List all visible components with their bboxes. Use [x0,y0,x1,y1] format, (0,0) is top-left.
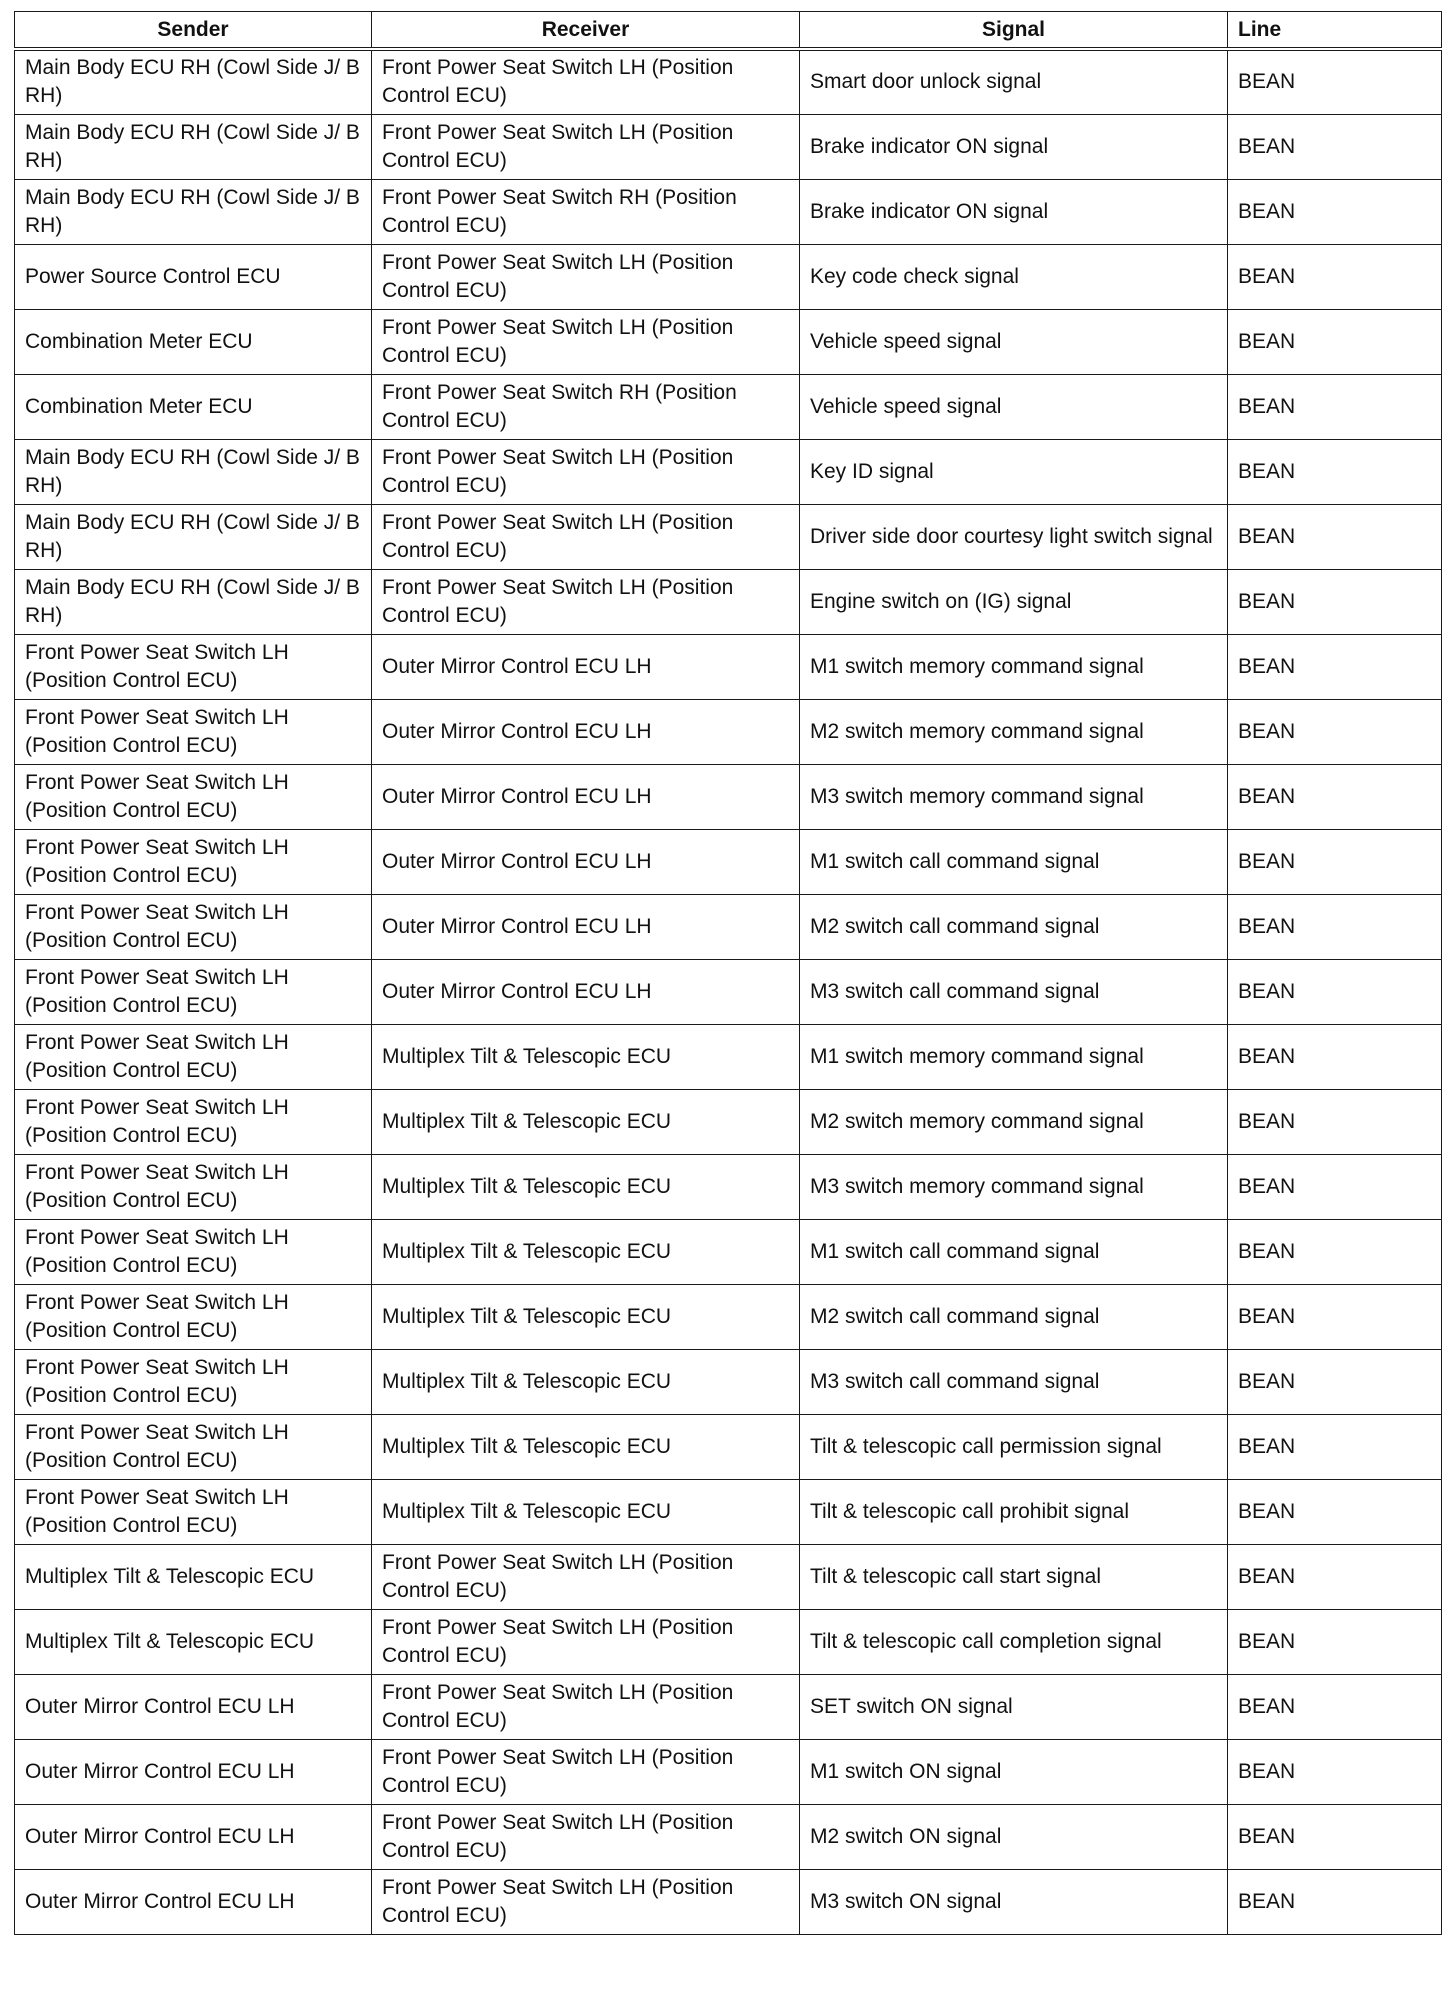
cell-receiver: Front Power Seat Switch LH (Position Control ECU) [372,1609,800,1674]
cell-sender: Front Power Seat Switch LH (Position Control ECU) [15,634,372,699]
cell-line: BEAN [1228,699,1442,764]
cell-receiver: Front Power Seat Switch LH (Position Control ECU) [372,439,800,504]
cell-line: BEAN [1228,49,1442,114]
cell-receiver: Front Power Seat Switch LH (Position Control ECU) [372,1544,800,1609]
cell-sender: Power Source Control ECU [15,244,372,309]
table-row [15,1479,1442,1544]
cell-sender: Combination Meter ECU [15,309,372,374]
table-row [15,699,1442,764]
cell-line: BEAN [1228,1804,1442,1869]
cell-sender: Main Body ECU RH (Cowl Side J/ B RH) [15,179,372,244]
cell-sender: Outer Mirror Control ECU LH [15,1869,372,1934]
table-row [15,114,1442,179]
cell-line: BEAN [1228,1219,1442,1284]
table-row [15,1219,1442,1284]
cell-sender: Front Power Seat Switch LH (Position Control ECU) [15,1219,372,1284]
cell-sender: Multiplex Tilt & Telescopic ECU [15,1544,372,1609]
cell-line: BEAN [1228,1154,1442,1219]
cell-sender: Front Power Seat Switch LH (Position Control ECU) [15,1154,372,1219]
table-row [15,959,1442,1024]
table-row [15,894,1442,959]
table-row [15,179,1442,244]
cell-signal: M1 switch call command signal [800,829,1228,894]
cell-receiver: Front Power Seat Switch RH (Position Control ECU) [372,374,800,439]
table-row [15,1739,1442,1804]
cell-sender: Outer Mirror Control ECU LH [15,1739,372,1804]
cell-receiver: Outer Mirror Control ECU LH [372,894,800,959]
cell-line: BEAN [1228,1479,1442,1544]
cell-sender: Front Power Seat Switch LH (Position Control ECU) [15,894,372,959]
cell-signal: Key ID signal [800,439,1228,504]
cell-line: BEAN [1228,1674,1442,1739]
cell-line: BEAN [1228,504,1442,569]
table-body [15,49,1442,1934]
cell-receiver: Multiplex Tilt & Telescopic ECU [372,1024,800,1089]
cell-sender: Front Power Seat Switch LH (Position Control ECU) [15,1284,372,1349]
cell-sender: Front Power Seat Switch LH (Position Control ECU) [15,829,372,894]
cell-sender: Outer Mirror Control ECU LH [15,1804,372,1869]
cell-line: BEAN [1228,1414,1442,1479]
cell-receiver: Outer Mirror Control ECU LH [372,764,800,829]
cell-signal: M2 switch call command signal [800,1284,1228,1349]
table-row [15,1869,1442,1934]
cell-sender: Main Body ECU RH (Cowl Side J/ B RH) [15,439,372,504]
cell-receiver: Multiplex Tilt & Telescopic ECU [372,1479,800,1544]
cell-line: BEAN [1228,1869,1442,1934]
cell-signal: Brake indicator ON signal [800,114,1228,179]
cell-line: BEAN [1228,439,1442,504]
cell-receiver: Multiplex Tilt & Telescopic ECU [372,1414,800,1479]
table-row [15,1024,1442,1089]
cell-line: BEAN [1228,1284,1442,1349]
cell-line: BEAN [1228,1739,1442,1804]
table-row [15,1804,1442,1869]
table-header [15,12,1442,50]
cell-receiver: Front Power Seat Switch LH (Position Control ECU) [372,504,800,569]
cell-signal: M3 switch call command signal [800,1349,1228,1414]
table-row [15,439,1442,504]
table-row [15,1154,1442,1219]
table-row [15,1544,1442,1609]
cell-sender: Main Body ECU RH (Cowl Side J/ B RH) [15,504,372,569]
cell-signal: Tilt & telescopic call completion signal [800,1609,1228,1674]
cell-line: BEAN [1228,894,1442,959]
cell-receiver: Multiplex Tilt & Telescopic ECU [372,1089,800,1154]
cell-signal: Smart door unlock signal [800,49,1228,114]
cell-receiver: Front Power Seat Switch LH (Position Control ECU) [372,309,800,374]
cell-receiver: Multiplex Tilt & Telescopic ECU [372,1284,800,1349]
cell-line: BEAN [1228,309,1442,374]
cell-signal: M3 switch memory command signal [800,1154,1228,1219]
cell-receiver: Outer Mirror Control ECU LH [372,699,800,764]
cell-sender: Front Power Seat Switch LH (Position Control ECU) [15,1414,372,1479]
table-row [15,764,1442,829]
table-row [15,1414,1442,1479]
cell-sender: Main Body ECU RH (Cowl Side J/ B RH) [15,49,372,114]
cell-sender: Front Power Seat Switch LH (Position Control ECU) [15,764,372,829]
cell-sender: Main Body ECU RH (Cowl Side J/ B RH) [15,569,372,634]
cell-line: BEAN [1228,569,1442,634]
cell-line: BEAN [1228,1089,1442,1154]
cell-sender: Front Power Seat Switch LH (Position Control ECU) [15,1479,372,1544]
cell-signal: Vehicle speed signal [800,309,1228,374]
header-line: Line [1228,12,1442,50]
cell-signal: M2 switch memory command signal [800,1089,1228,1154]
table-row [15,829,1442,894]
cell-line: BEAN [1228,829,1442,894]
cell-receiver: Front Power Seat Switch LH (Position Control ECU) [372,1739,800,1804]
cell-signal: M1 switch ON signal [800,1739,1228,1804]
table-row [15,569,1442,634]
table-row [15,1284,1442,1349]
cell-line: BEAN [1228,1349,1442,1414]
cell-signal: M2 switch memory command signal [800,699,1228,764]
cell-sender: Combination Meter ECU [15,374,372,439]
cell-sender: Outer Mirror Control ECU LH [15,1674,372,1739]
cell-signal: Driver side door courtesy light switch signal [800,504,1228,569]
cell-receiver: Multiplex Tilt & Telescopic ECU [372,1154,800,1219]
cell-receiver: Front Power Seat Switch LH (Position Control ECU) [372,1674,800,1739]
table-row [15,244,1442,309]
cell-signal: M1 switch memory command signal [800,634,1228,699]
cell-receiver: Front Power Seat Switch LH (Position Control ECU) [372,49,800,114]
cell-receiver: Front Power Seat Switch RH (Position Control ECU) [372,179,800,244]
cell-receiver: Outer Mirror Control ECU LH [372,829,800,894]
cell-sender: Front Power Seat Switch LH (Position Control ECU) [15,1349,372,1414]
table-row [15,504,1442,569]
cell-receiver: Front Power Seat Switch LH (Position Control ECU) [372,569,800,634]
cell-receiver: Outer Mirror Control ECU LH [372,634,800,699]
cell-line: BEAN [1228,1609,1442,1674]
cell-signal: Key code check signal [800,244,1228,309]
cell-receiver: Outer Mirror Control ECU LH [372,959,800,1024]
cell-line: BEAN [1228,114,1442,179]
cell-signal: M3 switch ON signal [800,1869,1228,1934]
table-row [15,374,1442,439]
table-row [15,1609,1442,1674]
cell-signal: Engine switch on (IG) signal [800,569,1228,634]
cell-receiver: Front Power Seat Switch LH (Position Control ECU) [372,1869,800,1934]
table-row [15,1349,1442,1414]
table-row [15,634,1442,699]
cell-signal: SET switch ON signal [800,1674,1228,1739]
cell-receiver: Front Power Seat Switch LH (Position Control ECU) [372,114,800,179]
cell-signal: Tilt & telescopic call prohibit signal [800,1479,1228,1544]
cell-sender: Front Power Seat Switch LH (Position Control ECU) [15,1089,372,1154]
header-signal: Signal [800,12,1228,50]
cell-signal: M2 switch call command signal [800,894,1228,959]
cell-line: BEAN [1228,374,1442,439]
cell-receiver: Multiplex Tilt & Telescopic ECU [372,1349,800,1414]
cell-receiver: Multiplex Tilt & Telescopic ECU [372,1219,800,1284]
cell-signal: Tilt & telescopic call permission signal [800,1414,1228,1479]
table-row [15,309,1442,374]
cell-signal: M2 switch ON signal [800,1804,1228,1869]
cell-signal: M1 switch memory command signal [800,1024,1228,1089]
table-row [15,1089,1442,1154]
cell-line: BEAN [1228,634,1442,699]
cell-signal: Vehicle speed signal [800,374,1228,439]
table-row [15,1674,1442,1739]
cell-sender: Front Power Seat Switch LH (Position Control ECU) [15,1024,372,1089]
table-row [15,49,1442,114]
cell-signal: M1 switch call command signal [800,1219,1228,1284]
header-receiver: Receiver [372,12,800,50]
cell-line: BEAN [1228,244,1442,309]
cell-line: BEAN [1228,179,1442,244]
cell-sender: Front Power Seat Switch LH (Position Control ECU) [15,959,372,1024]
cell-signal: M3 switch call command signal [800,959,1228,1024]
cell-signal: Tilt & telescopic call start signal [800,1544,1228,1609]
cell-receiver: Front Power Seat Switch LH (Position Control ECU) [372,1804,800,1869]
cell-sender: Front Power Seat Switch LH (Position Control ECU) [15,699,372,764]
cell-receiver: Front Power Seat Switch LH (Position Control ECU) [372,244,800,309]
cell-line: BEAN [1228,1544,1442,1609]
cell-line: BEAN [1228,1024,1442,1089]
cell-signal: Brake indicator ON signal [800,179,1228,244]
cell-sender: Main Body ECU RH (Cowl Side J/ B RH) [15,114,372,179]
cell-line: BEAN [1228,959,1442,1024]
cell-sender: Multiplex Tilt & Telescopic ECU [15,1609,372,1674]
cell-line: BEAN [1228,764,1442,829]
header-row [15,12,1442,50]
header-sender: Sender [15,12,372,50]
can-communication-table [14,11,1442,1935]
cell-signal: M3 switch memory command signal [800,764,1228,829]
